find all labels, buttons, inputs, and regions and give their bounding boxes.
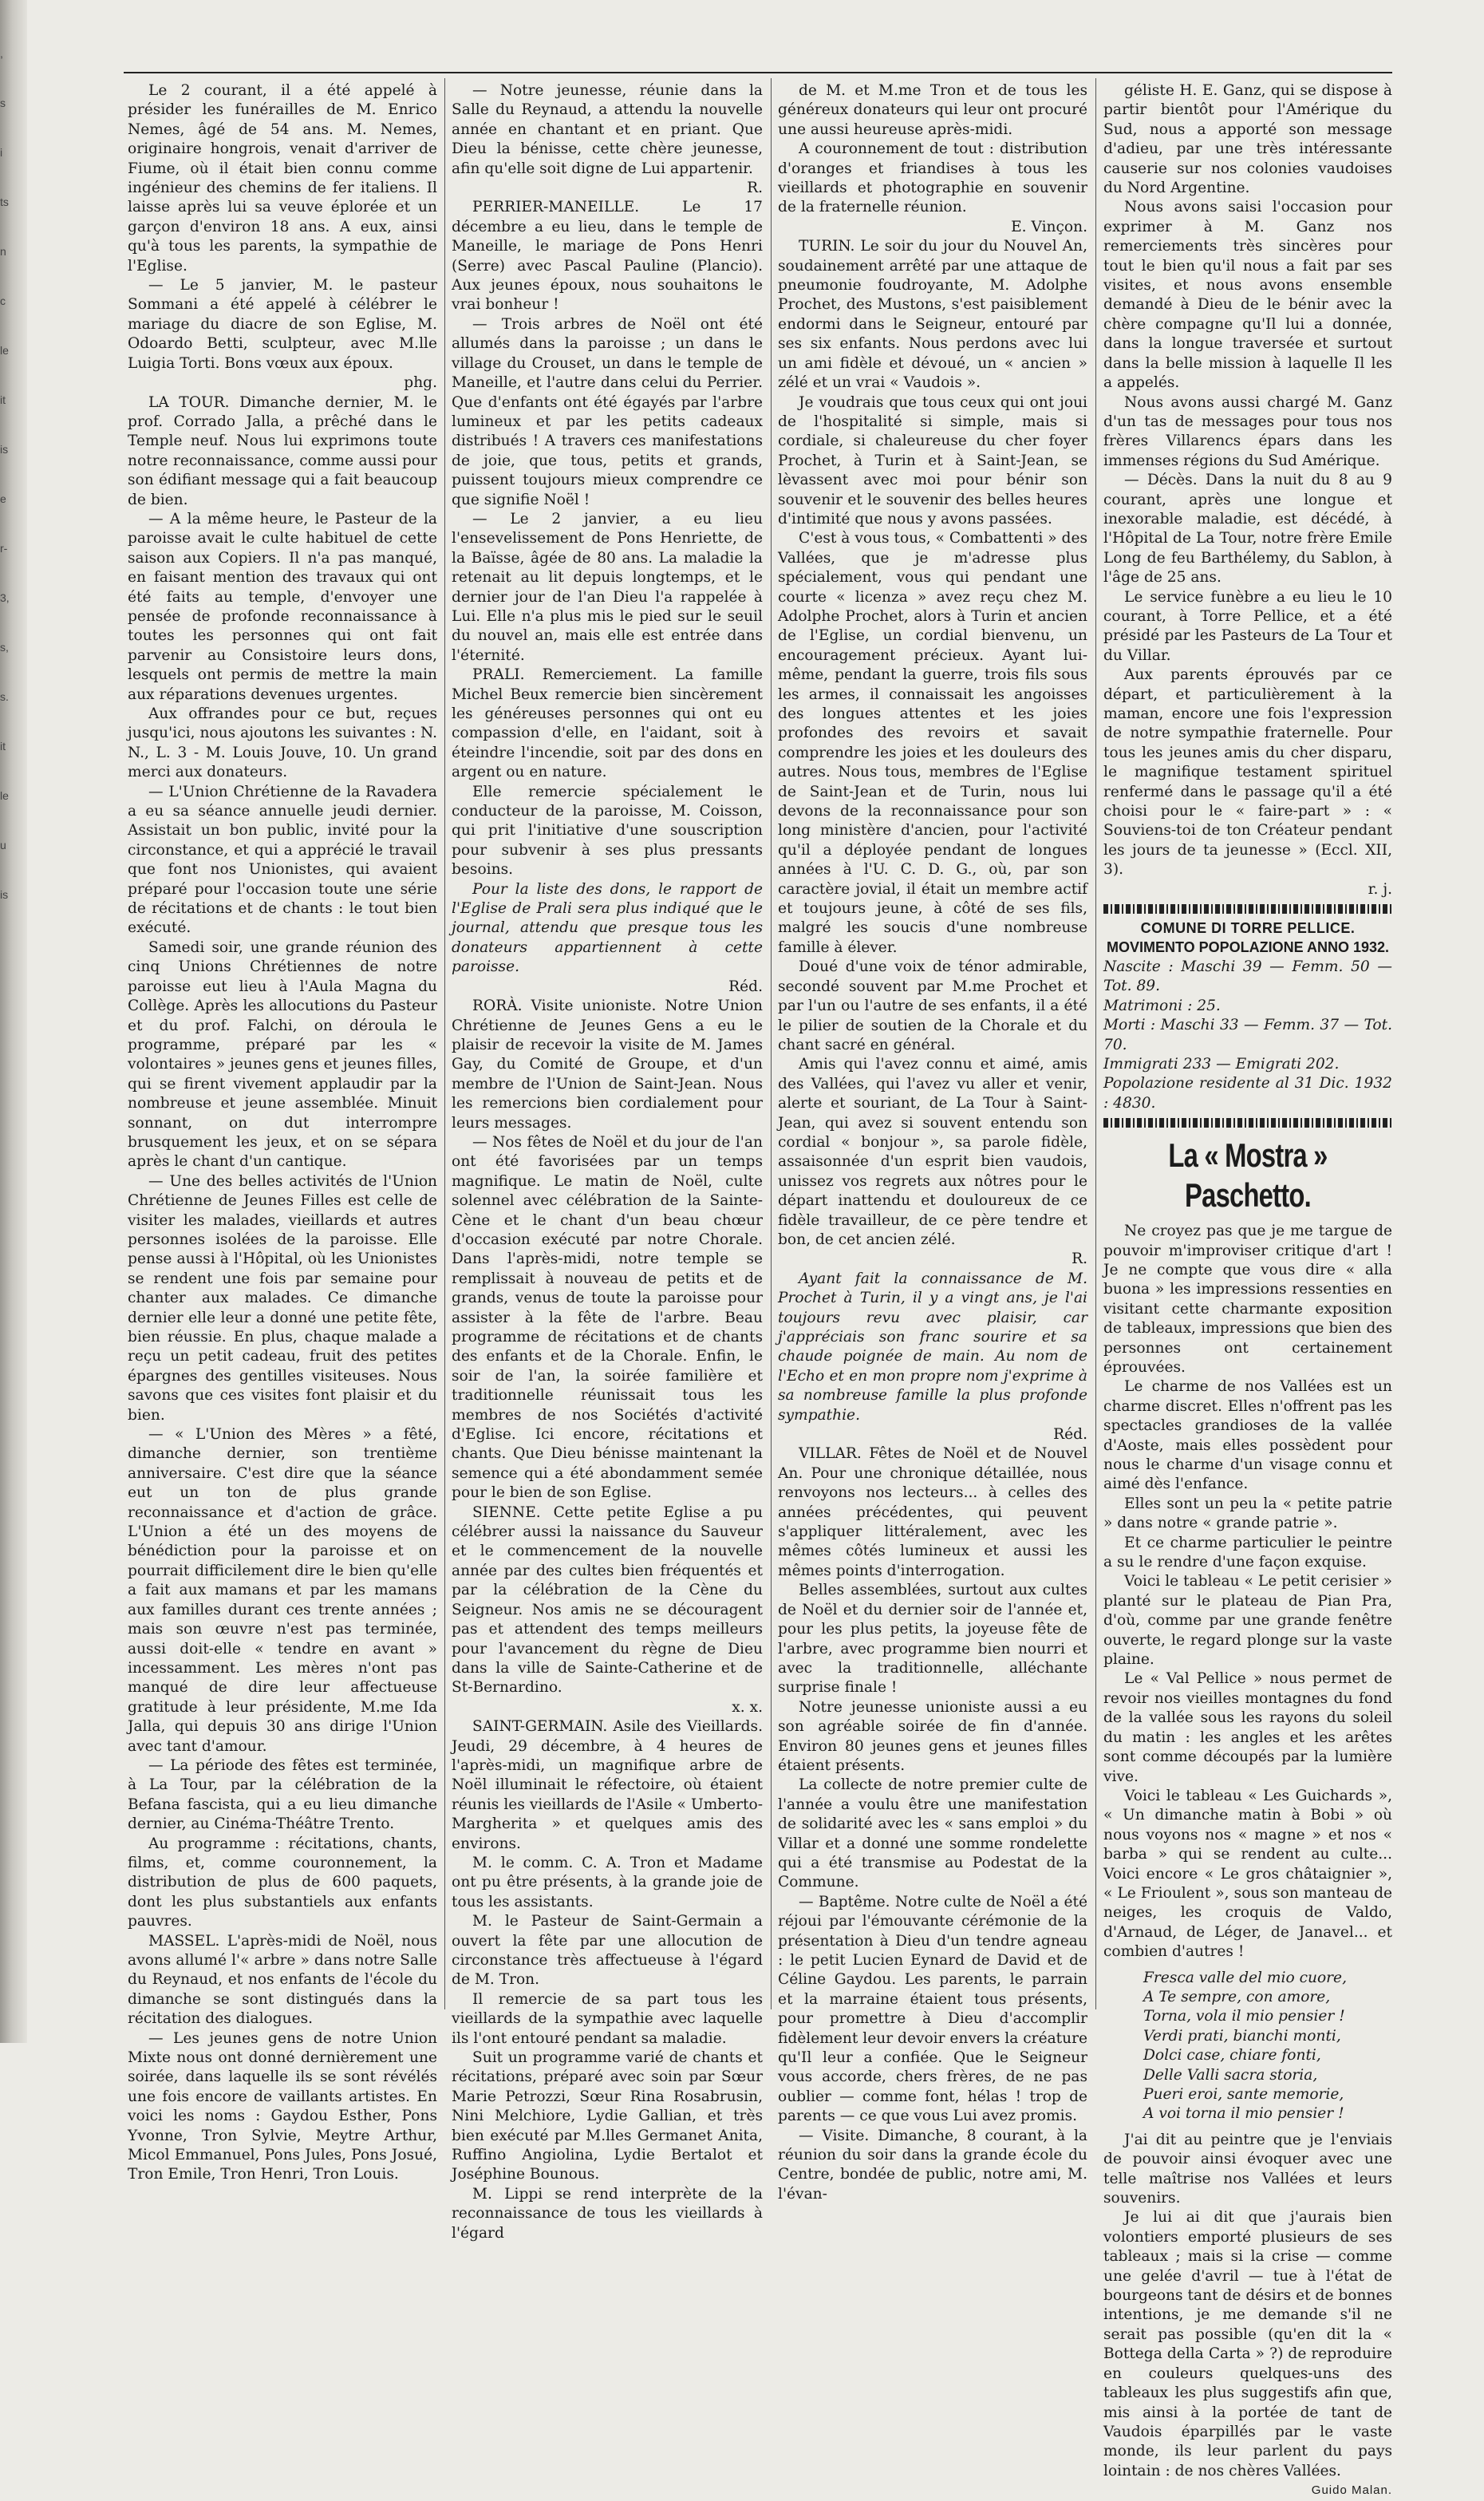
paragraph: Voici le tableau « Les Guichards », « Un dimanche matin à Bobi » où nous voyons nos « magne » et nos « barba » qui se rendent au culte... Voici encore « Le gros châtaignier », « Le Frioulent », sous son manteau de neiges, les croquis de Valdo, d'Arnaud, de Léger, de Janavel... et combien d'autres !: [1103, 1787, 1392, 1961]
stat-row: Popolazione residente al 31 Dic. 1932 : 4830.: [1103, 1075, 1392, 1112]
paragraph: — L'Union Chrétienne de la Ravadera a eu sa séance annuelle jeudi dernier. Assistait un bon public, invité pour la circonstance, et qui a apprécié le travail que font nos Unionistes, qui avaient préparé pour l'occasion toute une série de récitations et de chants : le tout bien exécuté.: [128, 783, 437, 937]
paragraph: Amis qui l'avez connu et aimé, amis des Vallées, qui l'avez vu aller et venir, alerte et souriant, de La Tour à Saint-Jean, qui avez si souvent entendu son cordial « bonjour », sa parole fidèle, assaisonnée d'un esprit bien vaudois, unissez vos regrets aux nôtres pour le départ inattendu et douloureux de ce fidèle travailleur, de ce père tendre et bon, de cet ancien zélé.: [778, 1056, 1087, 1248]
paragraph: — La période des fêtes est terminée, à La Tour, par la célébration de la Befana fascista, qui a eu lieu dimanche dernier, au Cinéma-Théâtre Trento.: [128, 1756, 437, 1833]
signature: Réd.: [1053, 1426, 1087, 1444]
column-rule-3: [1095, 78, 1096, 2009]
paragraph: — Décès. Dans la nuit du 8 au 9 courant, après une longue et inexorable maladie, est décédé, à l'Hôpital de La Tour, notre frère Emile Long de feu Barthélemy, du Sablon, à l'âge de 25 ans.: [1103, 472, 1392, 587]
margin-fragment: r-: [0, 542, 8, 555]
paragraph: Elle remercie spécialement le conducteur de la paroisse, M. Coisson, qui prit l'initiative d'une souscription pour subvenir à ses plus pressants besoins.: [452, 783, 763, 879]
column-1: [128, 81, 437, 2183]
poem: [1143, 1969, 1392, 2124]
paragraph: — Le 2 janvier, a eu lieu l'ensevelissement de Pons Henriette, de la Baïsse, âgée de 80 ans. La maladie la retenait au lit depuis longtemps, et le dernier jour de l'an Dieu l'a rappelée à Lui. Elle n'a plus mis le pied sur le seuil du nouvel an, mais elle est entrée dans l'éternité.: [452, 510, 763, 664]
paragraph-italic: Pour la liste des dons, le rapport de l'Eglise de Prali sera plus indiqué que le journal, attendu que presque tous les donateurs appartiennent à cette paroisse.: [452, 880, 763, 976]
paragraph-sienne: SIENNE. Cette petite Eglise a pu célébrer aussi la naissance du Sauveur et le commencement de la nouvelle année par des cultes bien fréquentés et par la célébration de la Cène du Seigneur. Nos amis ne se découragent pas et attendent des temps meilleurs pour l'avancement du règne de Dieu dans la ville de Sainte-Catherine et de St-Bernardino.: [452, 1503, 763, 1697]
paragraph: Ne croyez pas que je me targue de pouvoir m'improviser critique d'art ! Je ne compte que vous dire « alla buona » les impressions ressenties en visitant cette charmante exposition de tableaux, impressions que bien des personnes ont certainement éprouvées.: [1103, 1223, 1392, 1376]
column-rule-1: [444, 78, 445, 2009]
paragraph: — Une des belles activités de l'Union Chrétienne de Jeunes Filles est celle de visiter les malades, vieillards et autres personnes isolées de la paroisse. Elle pense aussi à l'Hôpital, où les Unionistes se rendent une fois par semaine pour chanter aux malades. Ce dimanche dernier elle leur a donné une petite fête, bien réussie. En plus, chaque malade a reçu un petit cadeau, fruit des petites épargnes des gentilles visiteuses. Nous savons que ces visites font plaisir et du bien.: [128, 1172, 437, 1424]
comune-title: COMUNE DI TORRE PELLICE.: [1140, 920, 1356, 937]
margin-fragment: is: [0, 443, 9, 456]
paragraph-saint-germain: SAINT-GERMAIN. Asile des Vieillards. Jeudi, 29 décembre, à 4 heures de l'après-midi, un magnifique arbre de Noël illuminait le réfectoire, où étaient réunis les vieillards de l'Asile « Umberto-Margherita » et quelques amis des environs.: [452, 1718, 763, 1852]
column-2: [452, 81, 763, 2242]
paragraph-perrier-maneille: PERRIER-MANEILLE. Le 17 décembre a eu lieu, dans le temple de Maneille, le mariage de Pons Henri (Serre) avec Pascal Pauline (Plancio). Aux jeunes époux, nous souhaitons le vrai bonheur !: [452, 199, 763, 314]
signature: Réd.: [728, 978, 763, 995]
paragraph: Le charme de nos Vallées est un charme discret. Elles n'offrent pas les spectacles grandioses de la vallée d'Aoste, mais elles possèdent pour nous le charme d'un visage connu et aimé dès l'enfance.: [1103, 1378, 1392, 1493]
paragraph: — « L'Union des Mères » a fêté, dimanche dernier, son trentième anniversaire. C'est dire que la séance eut un ton de plus grande reconnaissance et d'action de grâce. L'Union a été un des moyens de bénédiction pour la paroisse et on pourrait difficilement dire le bien qu'elle a fait aux mamans et par les mamans aux familles durant ces trente années ; mais son œuvre n'est pas terminée, aussi doit-elle « tendre en avant » incessamment. Les mères n'ont pas manqué de dire leur affectueuse gratitude à leur présidente, M.me Ida Jalla, qui depuis 30 ans dirige l'Union avec tant d'amour.: [128, 1426, 437, 1755]
paragraph: M. le comm. C. A. Tron et Madame ont pu être présents, à la grande joie de tous les assistants.: [452, 1854, 763, 1910]
margin-fragment: it: [0, 740, 6, 753]
stat-row: Nascite : Maschi 39 — Femm. 50 — Tot. 89.: [1103, 958, 1392, 995]
paragraph: La collecte de notre premier culte de l'année a voulu être une manifestation de solidarité avec les « sans emploi » du Villar et a donné une somme rondelette qui a été transmise au Podestat de la Commune.: [778, 1776, 1087, 1891]
paragraph: M. Lippi se rend interprète de la reconnaissance de tous les vieillards à l'égard: [452, 2185, 763, 2242]
paragraph: J'ai dit au peintre que je l'enviais de pouvoir ainsi évoquer avec une telle maîtrise nos Vallées et leurs souvenirs.: [1103, 2131, 1392, 2207]
column-4: [1103, 81, 1392, 2498]
paragraph: Et ce charme particulier le peintre a su le rendre d'une façon exquise.: [1103, 1534, 1392, 1571]
column-rule-2: [771, 78, 772, 2009]
paragraph: — Les jeunes gens de notre Union Mixte nous ont donné dernièrement une soirée, dans laquelle ils se sont révélés une fois encore de vaillants artistes. En voici les noms : Gaydou Esther, Pons Yvonne, Tron Sylvie, Meytre Arthur, Micol Emmanuel, Pons Jules, Pons Josué, Tron Emile, Tron Henri, Tron Louis.: [128, 2029, 437, 2183]
paragraph: Belles assemblées, surtout aux cultes de Noël et du dernier soir de l'année et, pour les plus petits, la joyeuse fête de l'arbre, avec programme bien nourri et avec la traditionnelle, alléchante surprise finale !: [778, 1582, 1087, 1697]
paragraph-la-tour: LA TOUR. Dimanche dernier, M. le prof. Corrado Jalla, a prêché dans le Temple neuf. Nous lui exprimons toute notre reconnaissance, comme aussi pour son édifiant message qui a fait beaucoup de bien.: [128, 393, 437, 508]
poem-line: A Te sempre, con amore,: [1143, 1988, 1331, 2005]
ornament-divider: [1103, 1118, 1392, 1128]
signature: r. j.: [1368, 880, 1392, 898]
margin-fragment: ,: [0, 47, 3, 60]
paragraph: Le 2 courant, il a été appelé à présider les funérailles de M. Enrico Nemes, âgé de 54 ans. M. Nemes, originaire hongrois, venait d'arriver de Fiume, où il était bien connu comme ingénieur des chemins de fer italiens. Il laisse après lui sa veuve éplorée et un garçon d'environ 18 ans. A eux, ainsi qu'à tous les parents, la sympathie de l'Eglise.: [128, 82, 437, 275]
signature: E. Vinçon.: [1011, 218, 1087, 235]
paragraph: Doué d'une voix de ténor admirable, secondé souvent par M.me Prochet et par l'un ou l'autre de ses enfants, il a été le pilier de soutien de la Chorale et du chant sacré en général.: [778, 958, 1087, 1053]
paragraph-prali: PRALI. Remerciement. La famille Michel Beux remercie bien sincèrement les généreuses personnes qui ont eu compassion d'elle, en l'aidant, soit à éteindre l'incendie, soit par des dons en argent ou en nature.: [452, 666, 763, 781]
margin-fragment: i: [0, 146, 3, 159]
paragraph: — Visite. Dimanche, 8 courant, à la réunion du soir dans la grande école du Centre, bondée de public, notre ami, M. l'évan-: [778, 2127, 1087, 2203]
paragraph-massel: MASSEL. L'après-midi de Noël, nous avons allumé l'« arbre » dans notre Salle du Reynaud, et nos enfants de l'école du dimanche se sont distingués dans la récitation des dialogues.: [128, 1932, 437, 2028]
margin-fragment: s: [0, 97, 6, 109]
paragraph: Le « Val Pellice » nous permet de revoir nos vieilles montagnes du fond de la vallée sous les rayons du soleil du matin : les angles et les arêtes sont comme découpés par la lumière vive.: [1103, 1670, 1392, 1785]
margin-fragment: u: [0, 839, 6, 851]
paragraph: Elles sont un peu la « petite patrie » dans notre « grande patrie ».: [1103, 1495, 1392, 1532]
poem-line: Dolci case, chiare fonti,: [1143, 2047, 1321, 2064]
paragraph: — Notre jeunesse, réunie dans la Salle du Reynaud, a attendu la nouvelle année en chantant et en priant. Que Dieu la bénisse, cette chère jeunesse, afin qu'elle soit digne de Lui appartenir.: [452, 82, 763, 177]
author-signature: Guido Malan.: [1311, 2483, 1392, 2498]
paragraph: — Trois arbres de Noël ont été allumés dans la paroisse ; un dans le village du Crouset, un dans le temple de Maneille, et l'autre dans celui du Perrier. Que d'enfants ont été égayés par l'arbre lumineux et par les petits cadeaux distribués ! A travers ces manifestations de joie, que tous, petits et grands, puissent toujours mieux comprendre ce que signifie Noël !: [452, 315, 763, 508]
mostra-title: La « Mostra » Paschetto.: [1168, 1136, 1328, 1215]
paragraph: Je voudrais que tous ceux qui ont joui de l'hospitalité si simple, mais si cordiale, si chaleureuse du cher foyer Prochet, à Turin et à Saint-Jean, se lèvassent avec moi pour bénir son souvenir et le souvenir des belles heures d'intimité que nous y avons passées.: [778, 393, 1087, 527]
poem-line: Pueri eroi, sante memorie,: [1143, 2086, 1344, 2103]
stat-row: Matrimoni : 25.: [1103, 997, 1221, 1014]
stat-row: Immigrati 233 — Emigrati 202.: [1103, 1055, 1340, 1073]
paragraph: A couronnement de tout : distribution d'oranges et friandises à tous les vieillards et photographie en souvenir de la fraternelle réunion.: [778, 140, 1087, 216]
poem-line: Torna, vola il mio pensier !: [1143, 2008, 1345, 2025]
margin-fragment: 3,: [0, 591, 10, 604]
signature: phg.: [404, 374, 437, 392]
margin-fragment: it: [0, 393, 6, 406]
poem-line: Delle Valli sacra storia,: [1143, 2066, 1318, 2084]
paragraph: Nous avons aussi chargé M. Ganz d'un tas de messages pour tous nos frères Villarencs épars dans les immenses régions du Sud Amérique.: [1103, 393, 1392, 469]
margin-fragment: le: [0, 344, 9, 357]
paragraph: géliste H. E. Ganz, qui se dispose à partir bientôt pour l'Amérique du Sud, nous a apporté son message d'adieu, par une très intéressante causerie sur nos colonies vaudoises du Nord Argentine.: [1103, 82, 1392, 197]
paragraph: — Nos fêtes de Noël et du jour de l'an ont été favorisées par un temps magnifique. Le matin de Noël, culte solennel avec célébration de la Sainte-Cène et le chant d'un beau chœur d'occasion exécuté par notre Chorale. Dans l'après-midi, notre temple se remplissait à nouveau de petits et de grands, venus de toute la paroisse pour assister à la fête de l'arbre. Beau programme de récitations et de chants des enfants et de la Chorale. Enfin, le soir de l'an, la soirée familière et traditionnelle réunissait tous les membres de nos Sociétés d'activité d'Eglise. Ici encore, récitations et chants. Que Dieu bénisse maintenant la semence qui a été abondamment semée pour le bien de son Eglise.: [452, 1133, 763, 1502]
paragraph: Suit un programme varié de chants et récitations, préparé avec soin par Sœur Marie Petrozzi, Sœur Rina Rosabrusin, Nini Melchiore, Lydie Gallian, et très bien exécuté par M.lles Germanet Anita, Ruffino Angiolina, Lydie Bertalot et Joséphine Bounous.: [452, 2049, 763, 2183]
paragraph: Aux offrandes pour ce but, reçues jusqu'ici, nous ajoutons les suivantes : N. N., L. 3 - M. Louis Jouve, 10. Un grand merci aux donateurs.: [128, 705, 437, 781]
poem-line: Fresca valle del mio cuore,: [1143, 1969, 1347, 1986]
margin-fragment: ts: [0, 196, 9, 208]
margin-fragment: n: [0, 245, 6, 258]
paragraph: — Baptême. Notre culte de Noël a été réjoui par l'émouvante cérémonie de la présentation à Dieu d'un tendre agneau : le petit Lucien Eynard de David et de Céline Gaydou. Les parents, le parrain et la marraine étaient tous présents, pour promettre à Dieu d'accomplir fidèlement leur devoir envers la créature qu'Il leur a confiée. Que le Seigneur vous accorde, chers frères, de ne pas oublier — comme font, hélas ! trop de parents — ce que vous Lui avez promis.: [778, 1893, 1087, 2125]
paragraph: Au programme : récitations, chants, films, et, comme couronnement, la distribution de plus de 600 paquets, dont les plus substantiels aux enfants pauvres.: [128, 1835, 437, 1930]
paragraph-villar: VILLAR. Fêtes de Noël et de Nouvel An. Pour une chronique détaillée, nous renvoyons nos lecteurs... à celles des années précédentes, qui peuvent s'appliquer littéralement, avec les mêmes côtés lumineux et aussi les mêmes points d'interrogation.: [778, 1445, 1087, 1579]
margin-fragment: s,: [0, 641, 9, 654]
paragraph: M. le Pasteur de Saint-Germain a ouvert la fête par une allocution de circonstance très affectueuse à l'égard de M. Tron.: [452, 1913, 763, 1989]
paragraph: Samedi soir, une grande réunion des cinq Unions Chrétiennes de notre paroisse eut lieu à l'Aula Magna du Collège. Après les allocutions du Pasteur et du prof. Falchi, on déroula le programme, préparé par les « volontaires » jeunes gens et jeunes filles, qui se firent vivement applaudir par la nombreuse et jeune assemblée. Minuit sonnant, on dut interrompre brusquement les jeux, et on se sépara après le chant d'un cantique.: [128, 938, 437, 1171]
margin-fragments: [0, 48, 24, 938]
paragraph: Aux parents éprouvés par ce départ, et particulièrement à la maman, encore une fois l'expression de notre sympathie fraternelle. Pour tous les jeunes amis du cher disparu, le magnifique testament spirituel renfermé dans le passage qu'il a été choisi pour le « faire-part » : « Souviens-toi de ton Créateur pendant les jours de ta jeunesse » (Eccl. XII, 3).: [1103, 666, 1392, 879]
column-3: [778, 81, 1087, 2203]
paragraph: Voici le tableau « Le petit cerisier » planté sur le plateau de Pian Pra, d'où, comme par une grande fenêtre ouverte, le regard plonge sur la vaste plaine.: [1103, 1573, 1392, 1669]
poem-line: Verdi prati, bianchi monti,: [1143, 2027, 1341, 2045]
margin-fragment: s.: [0, 690, 9, 703]
margin-fragment: is: [0, 888, 9, 901]
paragraph-turin: TURIN. Le soir du jour du Nouvel An, soudainement arrêté par une attaque de pneumonie foudroyante, M. Adolphe Prochet, des Mustons, s'est paisiblement endormi dans le Seigneur, entouré par ses six enfants. Nous perdons avec lui un ami fidèle et dévoué, un « ancien » zélé et un vrai « Vaudois ».: [778, 238, 1087, 392]
signature: R.: [747, 180, 763, 197]
paragraph-rora: RORÀ. Visite unioniste. Notre Union Chrétienne de Jeunes Gens a eu le plaisir de recevoir la visite de M. James Gay, du Comité de Groupe, et d'un membre de l'Union de Saint-Jean. Nous les remercions bien cordialement pour leurs messages.: [452, 998, 763, 1132]
signature: R.: [1072, 1250, 1087, 1268]
paragraph: — A la même heure, le Pasteur de la paroisse avait le culte habituel de cette saison aux Copiers. Il n'a pas manqué, en faisant mention des travaux qui ont été faits au temple, d'envoyer une pensée de profonde reconnaissance à toutes les personnes qui ont fait parvenir au Consistoire leurs dons, lesquels ont permis de mettre la main aux réparations devenues urgentes.: [128, 510, 437, 703]
paragraph: Il remercie de sa part tous les vieillards de la sympathie avec laquelle ils l'ont entouré pendant sa maladie.: [452, 1990, 763, 2047]
paragraph: Notre jeunesse unioniste aussi a eu son agréable soirée de fin d'année. Environ 80 jeunes gens et jeunes filles étaient présents.: [778, 1698, 1087, 1774]
paragraph-italic: Ayant fait la connaissance de M. Prochet à Turin, il y a vingt ans, je l'ai toujours revu avec plaisir, car j'appréciais son franc sourire et sa chaude poignée de main. Au nom de l'Echo et en mon propre nom j'exprime à sa nombreuse famille la plus profonde sympathie.: [778, 1270, 1087, 1424]
margin-fragment: le: [0, 789, 9, 802]
paragraph: — Le 5 janvier, M. le pasteur Sommani a été appelé à célébrer le mariage du diacre de son Eglise, M. Odoardo Betti, sculpteur, avec M.lle Luigia Torti. Bons vœux aux époux.: [128, 277, 437, 372]
paragraph: C'est à vous tous, « Combattenti » des Vallées, que je m'adresse plus spécialement, vous qui pendant une courte « licenza » avez reçu chez M. Adolphe Prochet, alors à Turin et ancien de l'Eglise, un cordial bienvenu, un encouragement précieux. Ayant lui-même, pendant la guerre, trois fils sous les armes, il connaissait les angoisses des longues attentes et les joies profondes des revoirs et savait comprendre les joies et les douleurs des autres. Nous tous, membres de l'Eglise de Saint-Jean et de Turin, nous lui devons de la reconnaissance pour son long ministère d'ancien, pour l'activité qu'il a déployée pendant de longues années à l'U. C. D. G., où, par son caractère jovial, il était un membre actif et toujours jeune, à côté de ses fils, malgré les soucis d'une nombreuse famille à élever.: [778, 530, 1087, 956]
signature: x. x.: [732, 1698, 763, 1716]
poem-line: A voi torna il mio pensier !: [1143, 2105, 1344, 2123]
paragraph: Le service funèbre a eu lieu le 10 courant, à Torre Pellice, et a été présidé par les Pasteurs de La Tour et du Villar.: [1103, 588, 1392, 664]
paragraph: de M. et M.me Tron et de tous les généreux donateurs qui leur ont procuré une aussi heureuse après-midi.: [778, 82, 1087, 138]
margin-fragment: c: [0, 294, 6, 307]
paragraph: Je lui ai dit que j'aurais bien volontiers emporté plusieurs de ses tableaux ; mais si la crise — comme une gelée d'avril — tue à l'état de bourgeons tant de désirs et de bonnes intentions, je me demande s'il ne serait pas possible (qu'en dit la « Bottega della Carta » ?) de reproduire en couleurs quelques-uns des tableaux les plus suggestifs afin que, mis ainsi à la portée de tant de Vaudois éparpillés par le vaste monde, ils leur parlent du pays lointain : de nos chères Vallées.: [1103, 2209, 1392, 2479]
paragraph: Nous avons saisi l'occasion pour exprimer à M. Ganz nos remerciements très sincères pour tout le bien qu'il nous a fait par ses visites, et nous avons ensemble demandé à Dieu de le bénir avec la chère compagne qu'Il lui a donnée, dans la longue traversée et surtout dans la belle mission à laquelle Il les a appelés.: [1103, 199, 1392, 392]
stat-row: Morti : Maschi 33 — Femm. 37 — Tot. 70.: [1103, 1017, 1392, 1053]
movimento-title: MOVIMENTO POPOLAZIONE ANNO 1932.: [1106, 939, 1390, 956]
top-rule: [124, 72, 1392, 73]
margin-fragment: e: [0, 492, 6, 505]
ornament-divider: [1103, 904, 1392, 914]
